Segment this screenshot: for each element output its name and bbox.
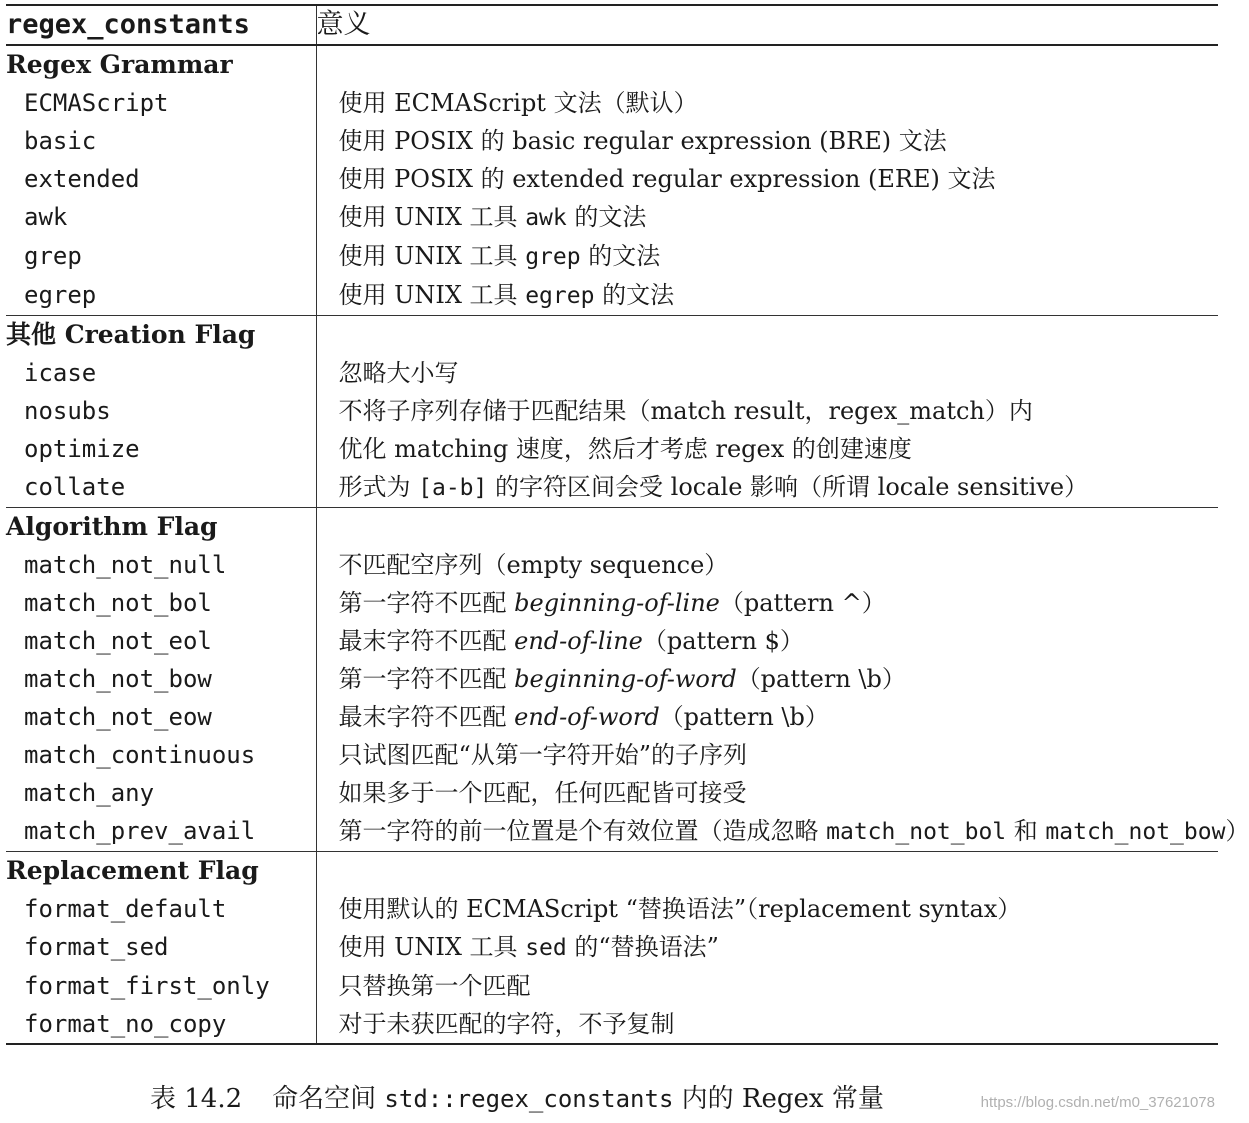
meaning-text: 对于未获匹配的字符，不予复制: [338, 1010, 675, 1038]
constant-name: match_not_eow: [6, 698, 316, 736]
constant-meaning: [316, 122, 1218, 160]
constant-meaning: [316, 198, 1218, 237]
table-row: [6, 698, 1218, 736]
table-body: [6, 45, 1249, 1044]
caption-text-before: 命名空间: [272, 1084, 385, 1114]
meaning-text: 使用 UNIX 工具: [338, 242, 526, 270]
meaning-text: 的文法: [580, 242, 661, 270]
caption-text-after: 内的 Regex 常量: [673, 1084, 884, 1114]
caption-code: std::regex_constants: [384, 1085, 674, 1113]
watermark: https://blog.csdn.net/m0_37621078: [980, 1094, 1215, 1111]
section-title-blank: [316, 316, 1218, 355]
caption-label: 表 14.2: [150, 1084, 243, 1114]
meaning-text: 不将子序列存储于匹配结果（match result，regex_match）内: [338, 397, 1033, 425]
meaning-text: match_not_bol: [826, 819, 1007, 845]
table-row: [6, 1005, 1218, 1044]
meaning-text: 使用默认的 ECMAScript “替换语法”（replacement syntax）: [338, 895, 1022, 923]
table-header-row: [6, 5, 1218, 45]
table-row: [6, 736, 1218, 774]
table-row: [6, 622, 1218, 660]
header-meaning: 意义: [316, 5, 1218, 45]
constant-name: basic: [6, 122, 316, 160]
constant-meaning: [316, 622, 1218, 660]
constant-name: nosubs: [6, 392, 316, 430]
constant-name: format_first_only: [6, 967, 316, 1005]
meaning-text: awk: [525, 205, 567, 231]
constant-name: grep: [6, 237, 316, 276]
constant-name: match_continuous: [6, 736, 316, 774]
regex-constants-table: [6, 4, 1249, 1045]
constant-meaning: [316, 354, 1218, 392]
meaning-text: 的文法: [594, 281, 675, 309]
meaning-text: 忽略大小写: [338, 359, 459, 387]
table-row: [6, 468, 1218, 508]
constant-meaning: [316, 660, 1218, 698]
constant-meaning: [316, 967, 1218, 1005]
constant-name: match_any: [6, 774, 316, 812]
meaning-text: 优化 matching 速度，然后才考虑 regex 的创建速度: [338, 435, 912, 463]
section-header-row: [6, 508, 1218, 547]
meaning-text: egrep: [525, 283, 595, 309]
constant-name: format_default: [6, 890, 316, 928]
section-title: Regex Grammar: [6, 45, 316, 84]
meaning-text: 和: [1006, 817, 1046, 845]
meaning-text: 只替换第一个匹配: [338, 972, 531, 1000]
meaning-text: end-of-line: [514, 627, 643, 655]
constant-meaning: [316, 1005, 1218, 1044]
header-regex-constants: regex_constants: [6, 5, 316, 45]
constant-name: ECMAScript: [6, 84, 316, 122]
meaning-text: ）: [1225, 817, 1249, 845]
table-row: [6, 774, 1218, 812]
section-header-row: [6, 316, 1218, 355]
constant-meaning: [316, 812, 1249, 852]
meaning-text: 使用 POSIX 的 extended regular expression (ERE) 文法: [338, 165, 996, 193]
constant-name: match_not_bow: [6, 660, 316, 698]
section-title-blank: [316, 852, 1218, 891]
table-row: [6, 430, 1218, 468]
section-title: 其他 Creation Flag: [6, 316, 316, 355]
table-row: [6, 812, 1218, 852]
constant-name: optimize: [6, 430, 316, 468]
constant-name: format_sed: [6, 928, 316, 967]
meaning-text: （pattern ^）: [719, 589, 886, 617]
meaning-text: 使用 UNIX 工具: [338, 203, 526, 231]
meaning-text: 最末字符不匹配: [338, 627, 515, 655]
table-row: [6, 160, 1218, 198]
meaning-text: 使用 UNIX 工具: [338, 933, 526, 961]
constant-meaning: [316, 584, 1218, 622]
section-title: Replacement Flag: [6, 852, 316, 891]
meaning-text: 使用 ECMAScript 文法（默认）: [338, 89, 698, 117]
constant-meaning: [316, 468, 1218, 508]
constant-meaning: [316, 546, 1218, 584]
constant-meaning: [316, 928, 1218, 967]
meaning-text: end-of-word: [514, 703, 660, 731]
meaning-text: 的文法: [566, 203, 647, 231]
meaning-text: 的字符区间会受 locale 影响（所谓 locale sensitive）: [487, 473, 1089, 501]
constant-name: extended: [6, 160, 316, 198]
meaning-text: （pattern \b）: [659, 703, 829, 731]
section-title-blank: [316, 45, 1218, 84]
table-row: [6, 392, 1218, 430]
constant-name: format_no_copy: [6, 1005, 316, 1044]
table-row: [6, 967, 1218, 1005]
table-row: [6, 84, 1218, 122]
table-row: [6, 354, 1218, 392]
constant-name: match_prev_avail: [6, 812, 316, 852]
meaning-text: 第一字符不匹配: [338, 665, 515, 693]
table-caption: [150, 1078, 884, 1115]
table-row: [6, 584, 1218, 622]
constant-name: match_not_eol: [6, 622, 316, 660]
meaning-text: 如果多于一个匹配，任何匹配皆可接受: [338, 779, 747, 807]
meaning-text: 最末字符不匹配: [338, 703, 515, 731]
constant-name: match_not_null: [6, 546, 316, 584]
constant-name: egrep: [6, 276, 316, 316]
section-title-blank: [316, 508, 1218, 547]
constant-meaning: [316, 890, 1218, 928]
meaning-text: beginning-of-line: [514, 589, 720, 617]
meaning-text: beginning-of-word: [514, 665, 737, 693]
constant-meaning: [316, 276, 1218, 316]
constant-meaning: [316, 160, 1218, 198]
constant-meaning: [316, 698, 1218, 736]
meaning-text: grep: [525, 244, 581, 270]
constant-meaning: [316, 430, 1218, 468]
section-header-row: [6, 852, 1218, 891]
meaning-text: 不匹配空序列（empty sequence）: [338, 551, 729, 579]
constant-meaning: [316, 736, 1218, 774]
table-row: [6, 546, 1218, 584]
table-row: [6, 928, 1218, 967]
meaning-text: 使用 UNIX 工具: [338, 281, 526, 309]
meaning-text: 第一字符不匹配: [338, 589, 515, 617]
meaning-text: 只试图匹配“从第一字符开始”的子序列: [338, 741, 748, 769]
constant-name: awk: [6, 198, 316, 237]
meaning-text: （pattern $）: [642, 627, 804, 655]
meaning-text: 的“替换语法”: [566, 933, 719, 961]
constant-meaning: [316, 84, 1218, 122]
table-row: [6, 660, 1218, 698]
meaning-text: match_not_bow: [1045, 819, 1226, 845]
constant-name: icase: [6, 354, 316, 392]
table-row: [6, 198, 1218, 237]
meaning-text: 形式为: [338, 473, 419, 501]
constant-meaning: [316, 774, 1218, 812]
section-header-row: [6, 45, 1218, 84]
meaning-text: 使用 POSIX 的 basic regular expression (BRE) 文法: [338, 127, 947, 155]
table-row: [6, 890, 1218, 928]
section-title: Algorithm Flag: [6, 508, 316, 547]
constant-name: collate: [6, 468, 316, 508]
meaning-text: 第一字符的前一位置是个有效位置（造成忽略: [338, 817, 827, 845]
constant-meaning: [316, 237, 1218, 276]
meaning-text: sed: [525, 935, 567, 961]
meaning-text: [a-b]: [418, 475, 488, 501]
table-row: [6, 237, 1218, 276]
meaning-text: （pattern \b）: [736, 665, 906, 693]
table-row: [6, 122, 1218, 160]
table-row: [6, 276, 1218, 316]
constant-name: match_not_bol: [6, 584, 316, 622]
constant-meaning: [316, 392, 1218, 430]
